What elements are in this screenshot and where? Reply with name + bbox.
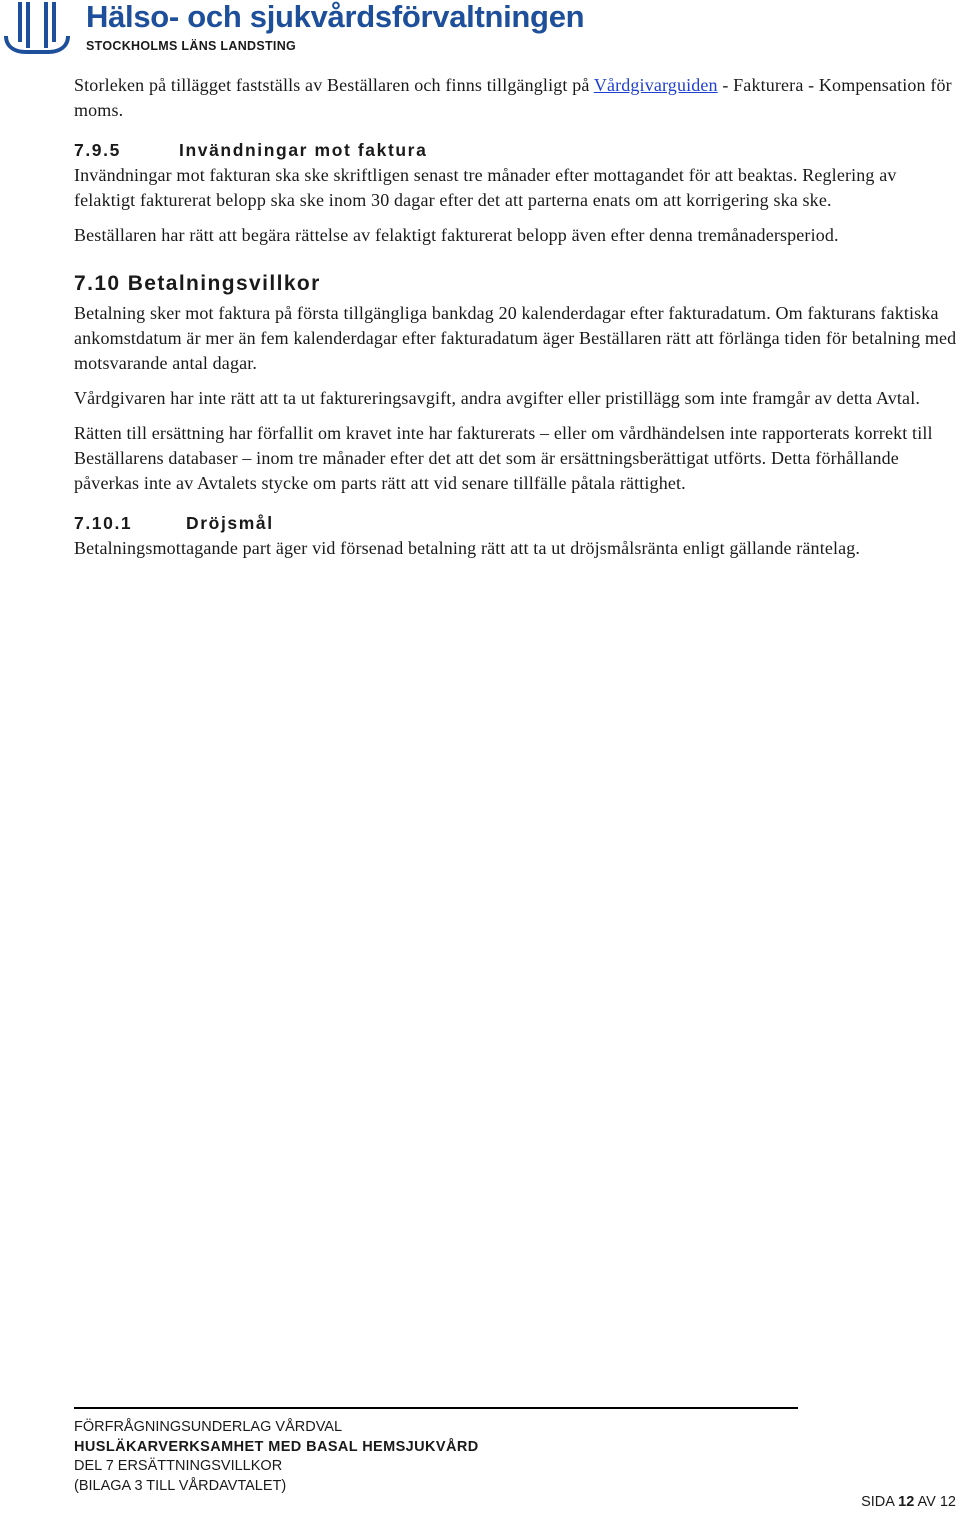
intro-text-after: - Fakturera - Kompensation för moms.	[74, 75, 952, 120]
footer-line: DEL 7 ERSÄTTNINGSVILLKOR	[74, 1458, 283, 1474]
footer-line: FÖRFRÅGNINGSUNDERLAG VÅRDVAL	[74, 1419, 343, 1435]
footer-line: HUSLÄKARVERKSAMHET MED BASAL HEMSJUKVÅRD	[74, 1438, 479, 1455]
intro-paragraph	[74, 73, 958, 123]
paragraph: Invändningar mot fakturan ska ske skriftligen senast tre månader efter mottagandet för att beaktas. Reglering av felaktigt fakturerat belopp ska ske inom 30 dagar efter det att parterna enats om att korrigering ska ske.	[74, 165, 897, 210]
total-pages: 12	[939, 1494, 956, 1510]
footer-line: (BILAGA 3 TILL VÅRDAVTALET)	[74, 1477, 287, 1494]
intro-text: Storleken på tillägget fastställs av Beställaren och finns tillgängligt på	[74, 75, 594, 95]
section-number: 7.9.5	[74, 140, 121, 160]
paragraph: Rätten till ersättning har förfallit om kravet inte har fakturerats – eller om vårdhändelsen inte rapporterats korrekt till Beställarens databaser – inom tre månader efter det att det som är ersättningsberättigat utförts. Detta förhållande påverkas inte av Avtalets stycke om parts rätt att vid senare tillfälle påtala rättighet.	[74, 423, 933, 493]
vardgivarguiden-link[interactable]: Vårdgivarguiden	[593, 75, 718, 95]
page-prefix: SIDA	[861, 1494, 895, 1510]
landsting-logo-icon	[4, 2, 70, 54]
page-number	[861, 1494, 956, 1510]
org-name: Hälso- och sjukvårdsförvaltningen	[86, 0, 585, 34]
document-body	[74, 73, 958, 561]
page-separator: AV	[917, 1494, 936, 1510]
paragraph: Betalningsmottagande part äger vid försenad betalning rätt att ta ut dröjsmålsränta enligt gällande räntelag.	[74, 538, 861, 558]
org-subtitle: STOCKHOLMS LÄNS LANDSTING	[86, 39, 297, 53]
current-page: 12	[898, 1494, 915, 1510]
paragraph: Vårdgivaren har inte rätt att ta ut faktureringsavgift, andra avgifter eller pristillägg som inte framgår av detta Avtal.	[74, 388, 920, 408]
section-number: 7.10.1	[74, 513, 133, 533]
footer-divider	[74, 1407, 798, 1409]
paragraph: Beställaren har rätt att begära rättelse av felaktigt fakturerat belopp även efter denna tremånadersperiod.	[74, 225, 839, 245]
footer	[74, 1418, 479, 1496]
section-heading-7-9-5	[74, 138, 958, 163]
section-heading-7-10-1	[74, 511, 958, 536]
section-title: Dröjsmål	[186, 513, 274, 533]
section-heading-7-10: 7.10 Betalningsvillkor	[74, 272, 321, 295]
section-title: Invändningar mot faktura	[179, 140, 428, 160]
paragraph: Betalning sker mot faktura på första tillgängliga bankdag 20 kalenderdagar efter fakturadatum. Om fakturans faktiska ankomstdatum är mer än fem kalenderdagar efter fakturadatum äger Beställaren rätt att förlänga tiden för betalning med motsvarande antal dagar.	[74, 303, 957, 373]
org-logo	[4, 0, 585, 54]
